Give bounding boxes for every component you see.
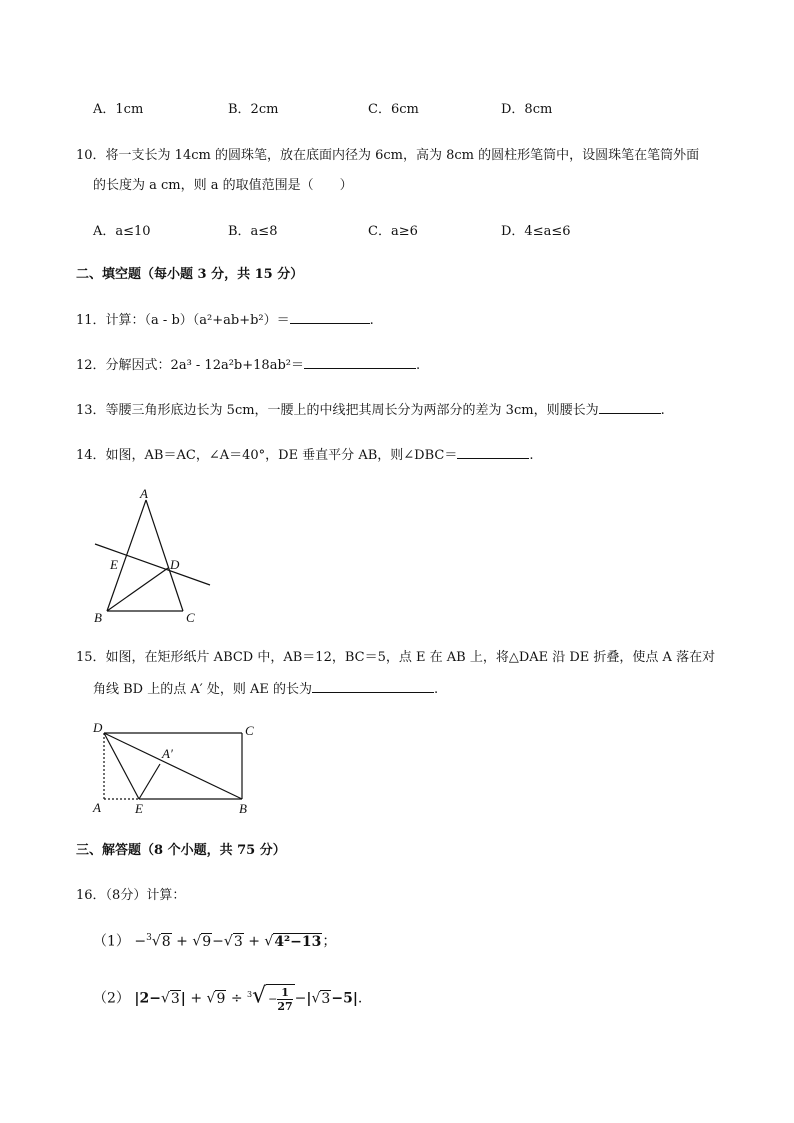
radical-icon: √ <box>223 933 233 950</box>
label-e: E <box>135 801 143 816</box>
diagonal-db <box>104 733 242 799</box>
q10-option-a: A．a≤10 <box>93 224 151 239</box>
q14-triangle-figure <box>85 482 225 628</box>
part1-term3-radicand: 3 <box>233 933 243 950</box>
part2-op2: + <box>190 990 203 1007</box>
radical-icon: √ <box>252 983 267 1009</box>
q11-end: . <box>369 313 374 328</box>
q14 <box>76 446 533 465</box>
q10-line2: 的长度为 a cm，则 a 的取值范围是（ ） <box>93 178 353 193</box>
part2-abs1-radicand: 3 <box>170 990 180 1007</box>
q12-end: . <box>415 358 421 373</box>
part2-abs2-tail: −5| <box>331 990 358 1007</box>
q10-option-d: D．4≤a≤6 <box>501 224 571 239</box>
part2-abs2-radicand: 3 <box>321 990 331 1007</box>
part1-term2-radicand: 9 <box>202 933 212 950</box>
q16-part2 <box>93 980 363 1013</box>
part1-op3: − <box>212 933 224 950</box>
part2-abs2-open: | <box>306 990 312 1007</box>
q15-line1: 15．如图，在矩形纸片 ABCD 中，AB＝12，BC＝5，点 E 在 AB 上，将△DAE 沿 DE 折叠，使点 A 落在对 <box>76 650 716 665</box>
q9-option-a: A．1cm <box>93 102 144 117</box>
q16-part1 <box>93 929 336 951</box>
part2-term3-radicand <box>266 984 295 1014</box>
q14-end: . <box>529 448 534 463</box>
q15-line2 <box>93 680 438 699</box>
radical-icon: √ <box>151 933 161 950</box>
fraction <box>277 986 292 1013</box>
label-c: C <box>186 610 195 625</box>
q14-text: 14．如图，AB＝AC，∠A＝40°，DE 垂直平分 AB，则∠DBC＝ <box>76 448 458 463</box>
radical-icon: √ <box>206 990 216 1007</box>
part1-term1-sign: − <box>134 933 147 950</box>
section-fill-in-heading: 二、填空题（每小题 3 分，共 15 分） <box>76 267 304 282</box>
segment-bd <box>107 568 168 611</box>
q10-line1: 10．将一支长为 14cm 的圆珠笔，放在底面内径为 6cm，高为 8cm 的圆柱形笔筒中，设圆珠笔在笔筒外面 <box>76 148 700 163</box>
q13-answer-blank <box>599 401 661 414</box>
part1-term1-index: 3 <box>146 933 152 943</box>
label-b: B <box>239 801 247 816</box>
q14-answer-blank <box>457 446 529 459</box>
q13 <box>76 401 665 420</box>
q13-text: 13．等腰三角形底边长为 5cm，一腰上的中线把其周长分为两部分的差为 3cm，则腰长为 <box>76 403 599 418</box>
q9-option-c: C．6cm <box>368 102 419 117</box>
label-d: D <box>170 557 180 572</box>
q15-rectangle-figure <box>88 718 268 818</box>
part2-end: . <box>357 990 363 1007</box>
q11 <box>76 311 374 330</box>
q12 <box>76 356 420 375</box>
radical-icon: √ <box>311 990 321 1007</box>
segment-ea-prime <box>139 764 160 799</box>
q16-part2-label: （2） <box>93 990 130 1007</box>
fraction-denominator: 27 <box>277 999 293 1013</box>
q10-option-c: C．a≥6 <box>368 224 418 239</box>
part2-op3: ÷ <box>230 990 243 1007</box>
part2-term3-index: 3 <box>247 990 253 999</box>
radical-icon: √ <box>264 933 274 950</box>
q9-option-b: B．2cm <box>228 102 279 117</box>
part1-term1-radicand: 8 <box>161 933 171 950</box>
q10-options <box>93 223 653 241</box>
q12-answer-blank <box>304 356 416 369</box>
q12-text: 12．分解因式：2a³ - 12a²b+18ab²＝ <box>76 358 304 373</box>
part2-abs1-close: | <box>180 990 186 1007</box>
q10-option-b: B．a≤8 <box>228 224 278 239</box>
label-b: B <box>94 610 102 625</box>
label-a-prime: A′ <box>162 746 173 761</box>
label-c: C <box>245 723 254 738</box>
q11-answer-blank <box>290 311 370 324</box>
label-d: D <box>93 720 103 735</box>
part1-op4: + <box>248 933 260 950</box>
radical-icon: √ <box>160 990 170 1007</box>
fold-line-de <box>104 733 139 799</box>
q15-answer-blank <box>312 680 434 693</box>
side-ac <box>146 500 183 611</box>
q15-line2-text: 角线 BD 上的点 A′ 处，则 AE 的长为 <box>93 682 312 697</box>
q16-title: 16．（8分）计算： <box>76 888 186 903</box>
q11-text: 11．计算：（a - b）（a²+ab+b²）＝ <box>76 313 290 328</box>
part1-term4-radicand: 4²−13 <box>274 933 322 950</box>
label-a: A <box>93 800 101 815</box>
q9-options <box>93 101 653 119</box>
q16-part1-label: （1） <box>93 933 130 950</box>
part2-term2-radicand: 9 <box>216 990 226 1007</box>
q13-end: . <box>660 403 665 418</box>
part2-abs1-open: |2− <box>134 990 161 1007</box>
part1-end: ； <box>322 933 337 950</box>
section-answer-heading: 三、解答题（8 个小题，共 75 分） <box>76 843 286 858</box>
part2-op4: − <box>294 990 307 1007</box>
radical-icon: √ <box>192 933 202 950</box>
label-a: A <box>140 486 148 501</box>
q15-end: . <box>434 682 439 697</box>
label-e: E <box>110 557 118 572</box>
part1-op2: + <box>176 933 188 950</box>
q9-option-d: D．8cm <box>501 102 553 117</box>
part2-term3-sign: − <box>268 992 278 1006</box>
fraction-numerator: 1 <box>277 986 292 1000</box>
